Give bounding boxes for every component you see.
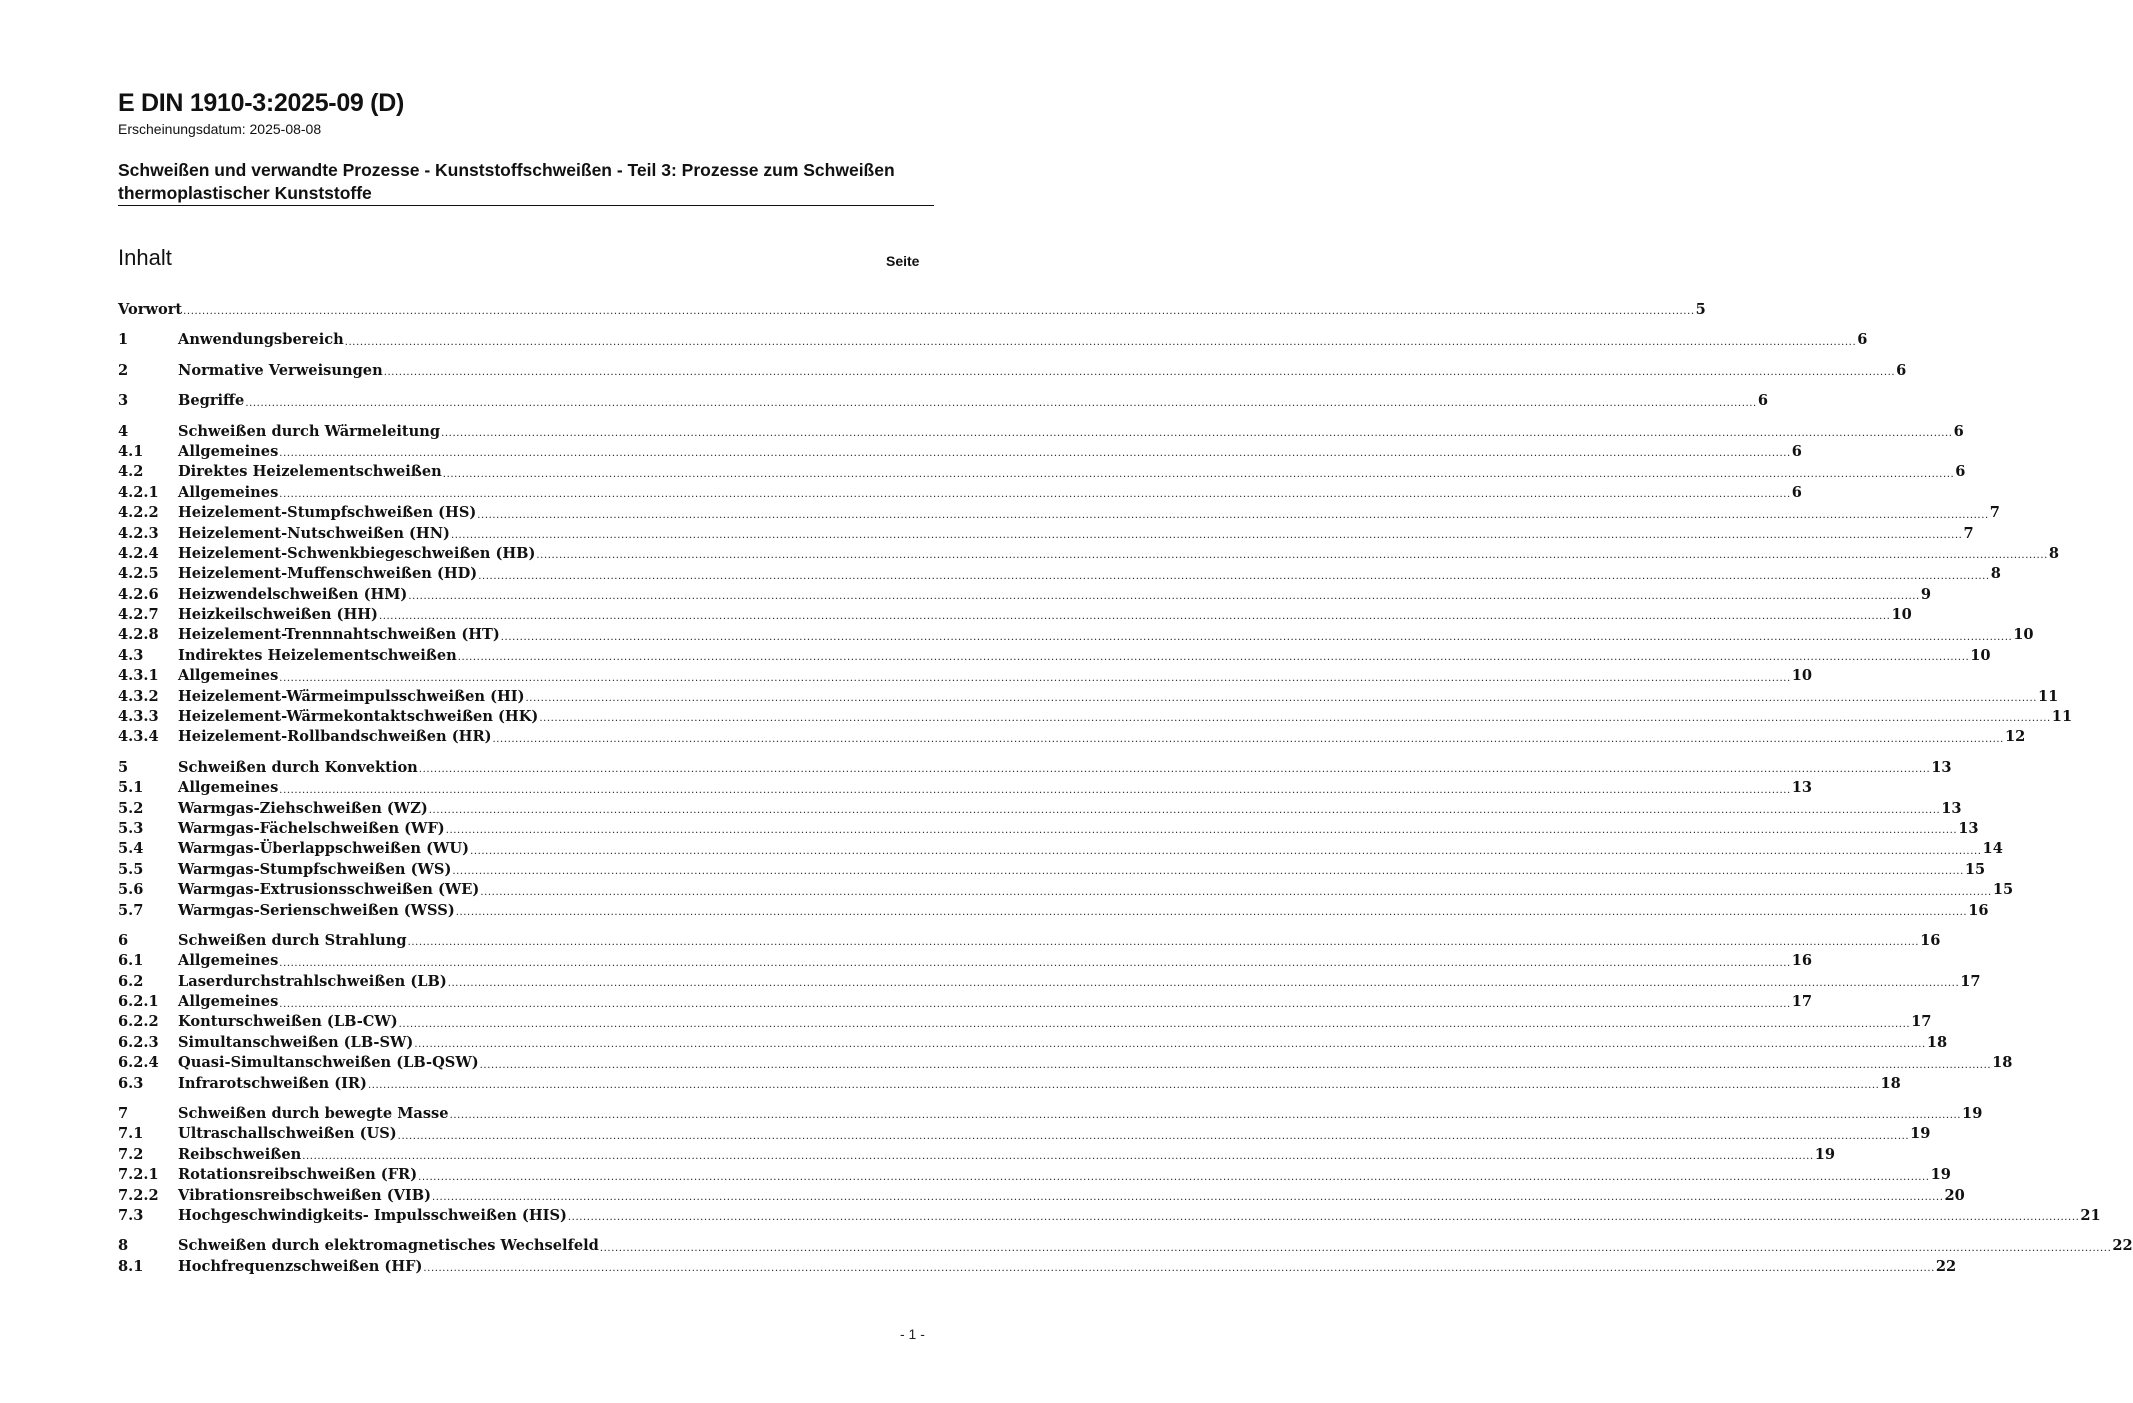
toc-entry[interactable] [118, 799, 1962, 819]
toc-entry-title: Heizelement-Wärmekontaktschweißen (HK) [178, 708, 539, 726]
toc-entry-page: 16 [1920, 931, 1941, 949]
toc-entry-page: 16 [1791, 952, 1813, 970]
toc-entry[interactable] [118, 1145, 1836, 1165]
toc-entry-title: Vorwort [118, 300, 183, 318]
toc-entry[interactable] [118, 330, 1868, 350]
toc-entry-number: 7 [118, 1105, 129, 1123]
toc-entry[interactable] [118, 880, 2014, 900]
toc-entry[interactable] [118, 605, 1912, 625]
toc-entry-title: Hochfrequenzschweißen (HF) [178, 1257, 423, 1275]
toc-entry[interactable] [118, 931, 1941, 951]
toc-entry-page: 19 [1814, 1145, 1836, 1163]
toc-entry-page: 19 [1910, 1125, 1931, 1143]
toc-entry-page: 9 [1920, 585, 1931, 603]
toc-entry-page: 5 [1695, 300, 1706, 318]
toc-entry[interactable] [118, 758, 1952, 778]
toc-entry-number: 4.1 [118, 442, 144, 460]
toc-dot-leader: ................................................................................................................................................................................................................................................................................................................................................................................................................ [344, 336, 1857, 348]
toc-dot-leader: ................................................................................................................................................................................................................................................................................................................................................................................................................ [279, 784, 1791, 796]
toc-entry[interactable] [118, 666, 1813, 686]
toc-entry-number: 6 [118, 931, 129, 949]
toc-entry-number: 1 [118, 331, 129, 349]
toc-entry-page: 18 [1992, 1054, 2013, 1072]
toc-entry[interactable] [118, 300, 1706, 320]
toc-entry-page: 13 [1958, 819, 1979, 837]
toc-dot-leader: ................................................................................................................................................................................................................................................................................................................................................................................................................ [423, 1263, 1935, 1275]
toc-entry-number: 5.1 [118, 779, 144, 797]
toc-entry[interactable] [118, 391, 1768, 411]
toc-entry-number: 5.5 [118, 860, 144, 878]
toc-entry-page: 17 [1911, 1013, 1932, 1031]
toc-dot-leader: ................................................................................................................................................................................................................................................................................................................................................................................................................ [539, 713, 2051, 725]
toc-entry-number: 5.2 [118, 799, 144, 817]
toc-entry[interactable] [118, 1186, 1965, 1206]
toc-entry-number: 4.2.2 [118, 504, 159, 522]
toc-entry-page: 19 [1930, 1166, 1951, 1184]
toc-entry-title: Heizelement-Muffenschweißen (HD) [178, 565, 478, 583]
toc-entry[interactable] [118, 860, 1986, 880]
toc-dot-leader: ................................................................................................................................................................................................................................................................................................................................................................................................................ [398, 1018, 1911, 1030]
toc-entry-page: 10 [1891, 606, 1912, 624]
toc-dot-leader: ................................................................................................................................................................................................................................................................................................................................................................................................................ [500, 631, 2013, 643]
toc-dot-leader: ................................................................................................................................................................................................................................................................................................................................................................................................................ [397, 1130, 1910, 1142]
toc-dot-leader: ................................................................................................................................................................................................................................................................................................................................................................................................................ [279, 998, 1791, 1010]
toc-dot-leader: ................................................................................................................................................................................................................................................................................................................................................................................................................ [279, 448, 1791, 460]
toc-dot-leader: ................................................................................................................................................................................................................................................................................................................................................................................................................ [378, 611, 1891, 623]
toc-entry-title: Schweißen durch bewegte Masse [178, 1105, 449, 1123]
toc-entry-page: 6 [1791, 442, 1802, 460]
toc-entry-number: 7.2.2 [118, 1186, 159, 1204]
toc-dot-leader: ................................................................................................................................................................................................................................................................................................................................................................................................................ [279, 957, 1791, 969]
toc-entry[interactable] [118, 1013, 1932, 1033]
toc-entry-page: 19 [1962, 1105, 1983, 1123]
toc-entry-title: Laserdurchstrahlschweißen (LB) [178, 972, 447, 990]
toc-dot-leader: ................................................................................................................................................................................................................................................................................................................................................................................................................ [432, 1192, 1944, 1204]
toc-entry-page: 6 [1857, 331, 1868, 349]
toc-entry-number: 5.4 [118, 840, 144, 858]
toc-entry-page: 13 [1931, 758, 1952, 776]
toc-entry[interactable] [118, 1053, 2013, 1073]
toc-entry-title: Heizelement-Trennnahtschweißen (HT) [178, 626, 500, 644]
toc-entry[interactable] [118, 1033, 1948, 1053]
toc-dot-leader: ................................................................................................................................................................................................................................................................................................................................................................................................................ [414, 1039, 1926, 1051]
toc-entry-number: 4.3.4 [118, 728, 159, 746]
toc-entry-number: 6.2.2 [118, 1013, 159, 1031]
toc-entry[interactable] [118, 442, 1802, 462]
toc-entry[interactable] [118, 727, 2026, 747]
toc-entry-page: 10 [1970, 646, 1991, 664]
toc-entry[interactable] [118, 625, 2034, 645]
toc-entry-title: Allgemeines [178, 952, 279, 970]
toc-entry[interactable] [118, 901, 1989, 921]
toc-dot-leader: ................................................................................................................................................................................................................................................................................................................................................................................................................ [447, 978, 1960, 990]
toc-entry-number: 5.3 [118, 819, 144, 837]
toc-entry-title: Warmgas-Stumpfschweißen (WS) [178, 860, 452, 878]
toc-entry[interactable] [118, 524, 1974, 544]
toc-entry-page: 11 [2051, 708, 2073, 726]
toc-dot-leader: ................................................................................................................................................................................................................................................................................................................................................................................................................ [441, 427, 1953, 439]
toc-entry-title: Heizwendelschweißen (HM) [178, 585, 408, 603]
toc-entry-title: Normative Verweisungen [178, 361, 383, 379]
toc-entry[interactable] [118, 839, 2003, 859]
toc-dot-leader: ................................................................................................................................................................................................................................................................................................................................................................................................................ [457, 652, 1970, 664]
toc-entry-title: Heizelement-Schwenkbiegeschweißen (HB) [178, 544, 536, 562]
toc-dot-leader: ................................................................................................................................................................................................................................................................................................................................................................................................................ [279, 489, 1791, 501]
toc-entry-number: 4.2.7 [118, 606, 159, 624]
toc-entry-page: 20 [1944, 1186, 1965, 1204]
toc-entry-number: 2 [118, 361, 129, 379]
toc-entry-page: 8 [2048, 544, 2060, 562]
toc-dot-leader: ................................................................................................................................................................................................................................................................................................................................................................................................................ [367, 1080, 1880, 1092]
toc-dot-leader: ................................................................................................................................................................................................................................................................................................................................................................................................................ [470, 845, 1982, 857]
toc-entry-page: 10 [1791, 667, 1813, 685]
toc-entry[interactable] [118, 687, 2059, 707]
toc-entry-title: Rotationsreibschweißen (FR) [178, 1166, 418, 1184]
toc-entry-page: 6 [1757, 392, 1768, 410]
toc-entry-title: Ultraschallschweißen (US) [178, 1125, 397, 1143]
toc-entry-title: Allgemeines [178, 667, 279, 685]
toc-entry-number: 4 [118, 422, 129, 440]
toc-dot-leader: ................................................................................................................................................................................................................................................................................................................................................................................................................ [407, 937, 1920, 949]
toc-entry-page: 13 [1791, 779, 1813, 797]
toc-entry-number: 4.2 [118, 463, 144, 481]
toc-entry-title: Allgemeines [178, 442, 279, 460]
toc-entry-title: Warmgas-Serienschweißen (WSS) [178, 901, 455, 919]
toc-entry[interactable] [118, 1206, 2101, 1226]
toc-entry-page: 6 [1955, 463, 1966, 481]
toc-entry-title: Anwendungsbereich [178, 331, 344, 349]
toc-entry-page: 14 [1982, 840, 2003, 858]
toc-entry-title: Warmgas-Ziehschweißen (WZ) [178, 799, 428, 817]
toc-entry-number: 6.2.1 [118, 993, 159, 1011]
toc-entry[interactable] [118, 1074, 1901, 1094]
toc-entry-title: Hochgeschwindigkeits- Impulsschweißen (HIS) [178, 1207, 567, 1224]
toc-entry-title: Schweißen durch Strahlung [178, 931, 407, 949]
toc-entry[interactable] [118, 951, 1813, 971]
toc-entry[interactable] [118, 1104, 1983, 1124]
toc-dot-leader: ................................................................................................................................................................................................................................................................................................................................................................................................................ [478, 570, 1990, 582]
toc-entry[interactable] [118, 1124, 1931, 1144]
toc-entry-title: Allgemeines [178, 779, 279, 797]
toc-dot-leader: ................................................................................................................................................................................................................................................................................................................................................................................................................ [452, 866, 1964, 878]
toc-dot-leader: ................................................................................................................................................................................................................................................................................................................................................................................................................ [599, 1242, 2112, 1254]
toc-entry-page: 6 [1953, 422, 1964, 440]
toc-entry-number: 7.1 [118, 1125, 144, 1143]
toc-dot-leader: ................................................................................................................................................................................................................................................................................................................................................................................................................ [408, 591, 1920, 603]
toc-entry[interactable] [118, 1257, 1957, 1277]
toc-dot-leader: ................................................................................................................................................................................................................................................................................................................................................................................................................ [455, 906, 1968, 918]
toc-entry-page: 7 [1963, 524, 1974, 542]
toc-dot-leader: ................................................................................................................................................................................................................................................................................................................................................................................................................ [279, 672, 1791, 684]
toc-dot-leader: ................................................................................................................................................................................................................................................................................................................................................................................................................ [383, 367, 1896, 379]
toc-entry-title: Allgemeines [178, 993, 279, 1011]
toc-entry-page: 16 [1968, 901, 1989, 919]
toc-entry-title: Heizelement-Wärmeimpulsschweißen (HI) [178, 687, 525, 705]
toc-entry-number: 4.2.3 [118, 524, 159, 542]
toc-entry-number: 5.6 [118, 881, 144, 899]
toc-dot-leader: ................................................................................................................................................................................................................................................................................................................................................................................................................ [183, 306, 1695, 318]
toc-entry-page: 15 [1964, 860, 1986, 878]
toc-entry-page: 22 [2112, 1237, 2133, 1255]
toc-dot-leader: ................................................................................................................................................................................................................................................................................................................................................................................................................ [442, 468, 1955, 480]
toc-entry-title: Schweißen durch elektromagnetisches Wechselfeld [178, 1237, 599, 1255]
toc-entry-number: 4.3 [118, 646, 144, 664]
toc-entry-page: 17 [1960, 972, 1981, 990]
toc-entry[interactable] [118, 972, 1981, 992]
toc-entry-number: 4.3.1 [118, 667, 159, 685]
document-title: Schweißen und verwandte Prozesse - Kunststoffschweißen - Teil 3: Prozesse zum Schweißen thermoplastischer Kunststoffe [118, 160, 895, 203]
toc-dot-leader: ................................................................................................................................................................................................................................................................................................................................................................................................................ [445, 825, 1958, 837]
toc-dot-leader: ................................................................................................................................................................................................................................................................................................................................................................................................................ [480, 886, 1992, 898]
toc-entry[interactable] [118, 564, 2001, 584]
toc-entry-title: Indirektes Heizelementschweißen [178, 646, 457, 664]
toc-entry[interactable] [118, 778, 1813, 798]
toc-entry-number: 6.1 [118, 952, 144, 970]
toc-entry-number: 8.1 [118, 1257, 144, 1275]
toc-entry-title: Allgemeines [178, 483, 279, 501]
toc-entry-title: Heizelement-Nutschweißen (HN) [178, 524, 450, 542]
toc-entry-title: Direktes Heizelementschweißen [178, 463, 442, 481]
toc-entry-number: 8 [118, 1237, 129, 1255]
toc-entry-title: Simultanschweißen (LB-SW) [178, 1033, 414, 1051]
toc-dot-leader: ................................................................................................................................................................................................................................................................................................................................................................................................................ [449, 1110, 1962, 1122]
toc-entry-title: Reibschweißen [178, 1145, 302, 1163]
toc-entry-number: 7.3 [118, 1207, 144, 1224]
toc-entry[interactable] [118, 361, 1907, 381]
toc-dot-leader: ................................................................................................................................................................................................................................................................................................................................................................................................................ [492, 733, 2004, 745]
toc-dot-leader: ................................................................................................................................................................................................................................................................................................................................................................................................................ [418, 1171, 1930, 1183]
toc-dot-leader: ................................................................................................................................................................................................................................................................................................................................................................................................................ [525, 693, 2037, 705]
toc-entry-number: 7.2 [118, 1145, 144, 1163]
toc-dot-leader: ................................................................................................................................................................................................................................................................................................................................................................................................................ [536, 550, 2048, 562]
title-divider [118, 205, 934, 206]
toc-entry-title: Warmgas-Extrusionsschweißen (WE) [178, 881, 480, 899]
toc-entry[interactable] [118, 422, 1964, 442]
page-number: - 1 - [900, 1326, 925, 1342]
toc-entry[interactable] [118, 483, 1802, 503]
toc-entry-title: Infrarotschweißen (IR) [178, 1074, 367, 1092]
toc-entry-number: 4.2.5 [118, 565, 159, 583]
toc-entry-title: Heizkeilschweißen (HH) [178, 606, 378, 624]
toc-dot-leader: ................................................................................................................................................................................................................................................................................................................................................................................................................ [450, 529, 1963, 541]
toc-entry-number: 5 [118, 758, 129, 776]
toc-entry-number: 4.2.6 [118, 585, 159, 603]
toc-entry-page: 17 [1791, 993, 1813, 1011]
toc-dot-leader: ................................................................................................................................................................................................................................................................................................................................................................................................................ [418, 764, 1931, 776]
toc-entry-number: 6.2 [118, 972, 144, 990]
toc-entry-number: 4.3.2 [118, 687, 159, 705]
toc-entry-page: 18 [1880, 1074, 1901, 1092]
toc-entry-page: 13 [1941, 799, 1962, 817]
toc-entry-number: 4.2.4 [118, 544, 159, 562]
toc-entry-title: Quasi-Simultanschweißen (LB-QSW) [178, 1054, 479, 1072]
toc-entry-number: 5.7 [118, 901, 144, 919]
toc-dot-leader: ................................................................................................................................................................................................................................................................................................................................................................................................................ [428, 804, 1941, 816]
toc-dot-leader: ................................................................................................................................................................................................................................................................................................................................................................................................................ [245, 397, 1757, 409]
toc-entry[interactable] [118, 544, 2060, 564]
toc-entry-page: 11 [2038, 687, 2059, 705]
toc-entry-number: 4.2.1 [118, 483, 159, 501]
toc-entry-page: 18 [1926, 1033, 1948, 1051]
toc-entry-title: Vibrationsreibschweißen (VIB) [178, 1186, 431, 1204]
toc-entry[interactable] [118, 503, 2000, 523]
toc-dot-leader: ................................................................................................................................................................................................................................................................................................................................................................................................................ [479, 1059, 1992, 1071]
toc-entry-page: 15 [1992, 881, 2014, 899]
toc-heading: Inhalt [118, 245, 172, 270]
toc-entry-page: 10 [2013, 626, 2034, 644]
toc-entry-title: Heizelement-Stumpfschweißen (HS) [178, 504, 477, 522]
toc-entry[interactable] [118, 462, 1966, 482]
toc-entry-title: Warmgas-Überlappschweißen (WU) [178, 840, 470, 858]
page-column-label: Seite [886, 253, 920, 269]
toc-entry-number: 4.2.8 [118, 626, 159, 644]
toc-entry[interactable] [118, 707, 2073, 727]
toc-entry[interactable] [118, 819, 1979, 839]
publication-date: Erscheinungsdatum: 2025-08-08 [118, 121, 322, 137]
toc-entry-number: 6.3 [118, 1074, 144, 1092]
toc-entry-title: Schweißen durch Wärmeleitung [178, 422, 441, 440]
toc-entry-title: Begriffe [178, 392, 245, 410]
toc-entry-title: Warmgas-Fächelschweißen (WF) [178, 819, 445, 837]
toc-entry-page: 7 [1989, 504, 2000, 522]
document-id: E DIN 1910-3:2025-09 (D) [118, 89, 404, 117]
toc-entry-number: 3 [118, 392, 129, 410]
toc-entry-page: 8 [1990, 565, 2001, 583]
toc-entry-title: Konturschweißen (LB-CW) [178, 1013, 398, 1031]
toc-entry-page: 21 [2080, 1207, 2101, 1224]
toc-entry-number: 6.2.3 [118, 1033, 159, 1051]
toc-entry-page: 6 [1896, 361, 1907, 379]
toc-dot-leader: ................................................................................................................................................................................................................................................................................................................................................................................................................ [567, 1212, 2080, 1224]
toc-entry[interactable] [118, 1236, 2133, 1256]
toc-dot-leader: ................................................................................................................................................................................................................................................................................................................................................................................................................ [302, 1151, 1814, 1163]
toc-entry-number: 7.2.1 [118, 1166, 159, 1184]
toc-entry-number: 4.3.3 [118, 708, 159, 726]
toc-entry-page: 22 [1935, 1257, 1957, 1275]
toc-entry-page: 6 [1791, 483, 1802, 501]
toc-entry[interactable] [118, 646, 1991, 666]
toc-entry-number: 6.2.4 [118, 1054, 159, 1072]
toc-entry-title: Heizelement-Rollbandschweißen (HR) [178, 728, 492, 746]
toc-entry-page: 12 [2004, 728, 2026, 746]
toc-entry[interactable] [118, 1165, 1951, 1185]
toc-dot-leader: ................................................................................................................................................................................................................................................................................................................................................................................................................ [477, 509, 1989, 521]
toc-entry[interactable] [118, 992, 1813, 1012]
toc-entry-title: Schweißen durch Konvektion [178, 758, 418, 776]
table-of-contents [118, 300, 2133, 1277]
toc-entry[interactable] [118, 585, 1931, 605]
